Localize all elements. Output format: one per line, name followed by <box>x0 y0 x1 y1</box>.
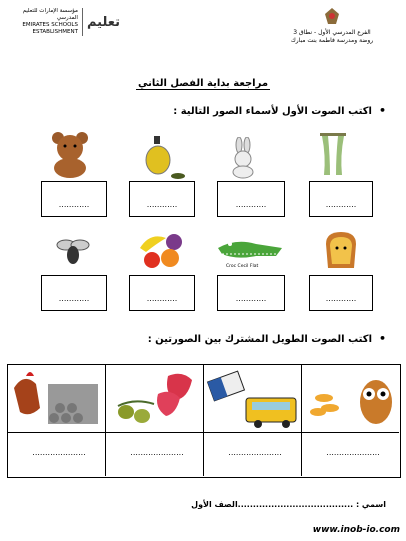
ese-logo <box>10 8 120 36</box>
website-watermark: www.inob-io.com <box>312 525 400 535</box>
fruits-icon <box>136 230 186 272</box>
ese-name-en2: ESTABLISHMENT <box>32 29 78 35</box>
croc-caption: Croc Cecil Flat <box>226 264 259 269</box>
answer-line[interactable]: ..................... <box>228 448 282 457</box>
school-name: روضة ومدرسة فاطمة بنت مبارك <box>290 37 374 44</box>
bus-eraser-icon <box>206 368 300 430</box>
ese-name-ar: مؤسسة الإمارات للتعليم المدرسي <box>22 8 78 21</box>
answer-box[interactable]: ............ <box>41 275 107 311</box>
question-2: • اكتب الصوت الطويل المشترك بين الصورتين : <box>147 332 386 345</box>
answer-box[interactable]: ............ <box>217 181 285 217</box>
answer-box[interactable]: ............ <box>309 275 373 311</box>
answer-box[interactable]: ............ <box>41 181 107 217</box>
name-class-line[interactable]: اسمي : ......................................الصف الأول <box>191 500 386 509</box>
question-1: • اكتب الصوت الأول لأسماء الصور التالية : <box>173 104 386 117</box>
curtain-icon <box>318 131 348 177</box>
olives-strawberry-icon <box>108 368 202 430</box>
answer-box[interactable]: ............ <box>217 275 285 311</box>
uae-emblem-icon <box>321 6 343 26</box>
answer-box[interactable]: ............ <box>309 181 373 217</box>
rabbit-icon <box>228 137 258 179</box>
table-divider <box>301 364 302 476</box>
answer-line[interactable]: ..................... <box>32 448 86 457</box>
ese-logo-word: تعليم <box>86 14 120 30</box>
answer-box[interactable]: ............ <box>129 275 195 311</box>
school-header <box>272 6 392 45</box>
rooster-pipes-icon <box>10 368 104 430</box>
table-divider <box>105 364 106 476</box>
answer-box[interactable]: ............ <box>129 181 195 217</box>
fly-icon <box>56 235 90 267</box>
answer-line[interactable]: ..................... <box>130 448 184 457</box>
school-branch: الفرع المدرسي الأول - نطاق 3 <box>293 29 371 36</box>
table-divider <box>203 364 204 476</box>
toast-icon <box>322 230 360 270</box>
page-title: مراجعة بداية الفصل الثاني <box>137 78 269 89</box>
crocodile-icon <box>216 234 286 268</box>
bear-icon <box>50 130 90 178</box>
ese-name-en1: EMIRATES SCHOOLS <box>22 22 78 28</box>
oil-bottle-icon <box>140 134 186 180</box>
answer-line[interactable]: ..................... <box>326 448 380 457</box>
owl-pasta-icon <box>304 368 398 430</box>
